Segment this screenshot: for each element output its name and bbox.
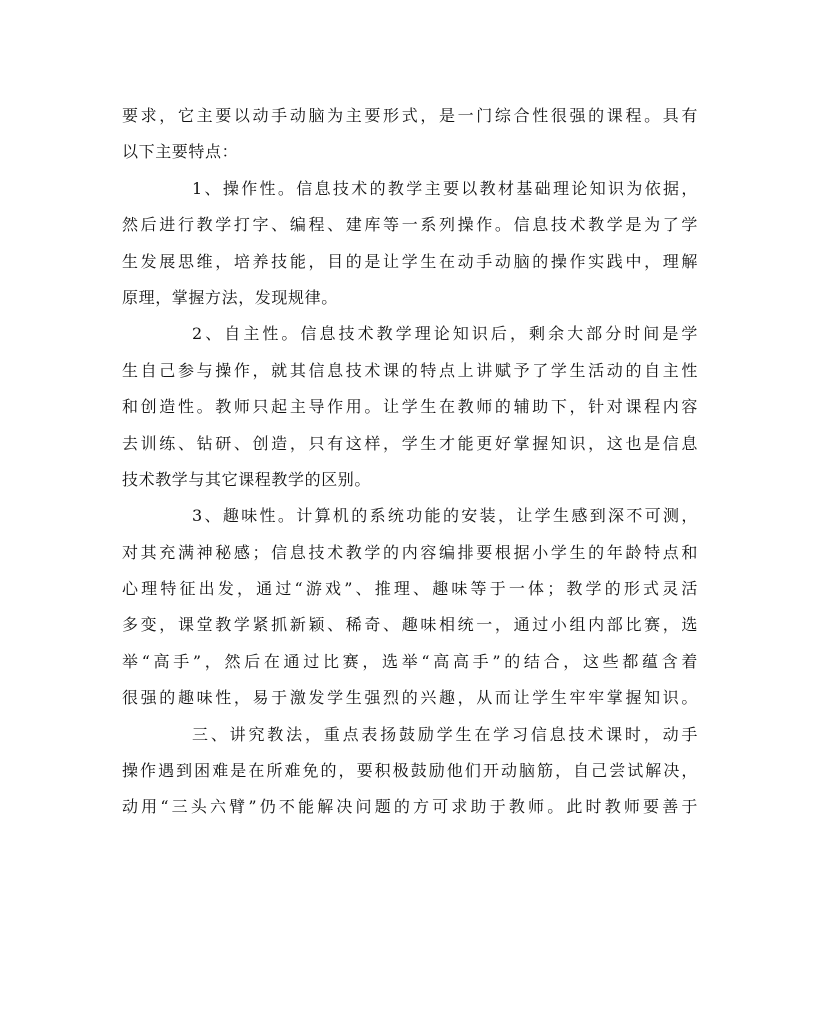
text-line: 要求，它主要以动手动脑为主要形式，是一门综合性很强的课程。具有 bbox=[122, 106, 698, 125]
text-line: 和创造性。教师只起主导作用。让学生在教师的辅助下，针对课程内容 bbox=[122, 397, 698, 417]
text-line: 原理，掌握方法，发现规律。 bbox=[122, 287, 338, 307]
text-line: 动用“三头六臂”仍不能解决问题的方可求助于教师。此时教师要善于 bbox=[122, 797, 698, 817]
text-line: 很强的趣味性，易于激发学生强烈的兴趣，从而让学生牢牢掌握知识。 bbox=[122, 688, 698, 708]
text-line: 对其充满神秘感；信息技术教学的内容编排要根据小学生的年龄特点和 bbox=[122, 542, 698, 562]
text-line: 然后进行教学打字、编程、建库等一系列操作。信息技术教学是为了学 bbox=[122, 215, 698, 235]
text-line: 1、操作性。信息技术的教学主要以教材基础理论知识为依据， bbox=[192, 178, 698, 198]
text-line: 多变，课堂教学紧抓新颖、稀奇、趣味相统一，通过小组内部比赛，选 bbox=[122, 615, 698, 635]
text-line: 三、讲究教法，重点表扬鼓励学生在学习信息技术课时，动手 bbox=[192, 724, 698, 744]
text-line: 去训练、钻研、创造，只有这样，学生才能更好掌握知识，这也是信息 bbox=[122, 433, 698, 453]
text-line: 举“高手”，然后在通过比赛，选举“高高手”的结合，这些都蕴含着 bbox=[122, 651, 698, 671]
text-line: 心理特征出发，通过“游戏”、推理、趣味等于一体；教学的形式灵活 bbox=[122, 579, 698, 599]
text-line: 3、趣味性。计算机的系统功能的安装，让学生感到深不可测， bbox=[192, 506, 698, 526]
text-line: 操作遇到困难是在所难免的，要积极鼓励他们开动脑筋，自己尝试解决， bbox=[122, 761, 698, 781]
body-text bbox=[122, 98, 698, 826]
text-line: 2、自主性。信息技术教学理论知识后，剩余大部分时间是学 bbox=[192, 324, 698, 344]
text-line: 技术教学与其它课程教学的区别。 bbox=[122, 469, 372, 489]
text-line: 以下主要特点： bbox=[122, 142, 239, 162]
text-line: 生自己参与操作，就其信息技术课的特点上讲赋予了学生活动的自主性 bbox=[122, 360, 698, 380]
text-line: 生发展思维，培养技能，目的是让学生在动手动脑的操作实践中，理解 bbox=[122, 251, 698, 271]
